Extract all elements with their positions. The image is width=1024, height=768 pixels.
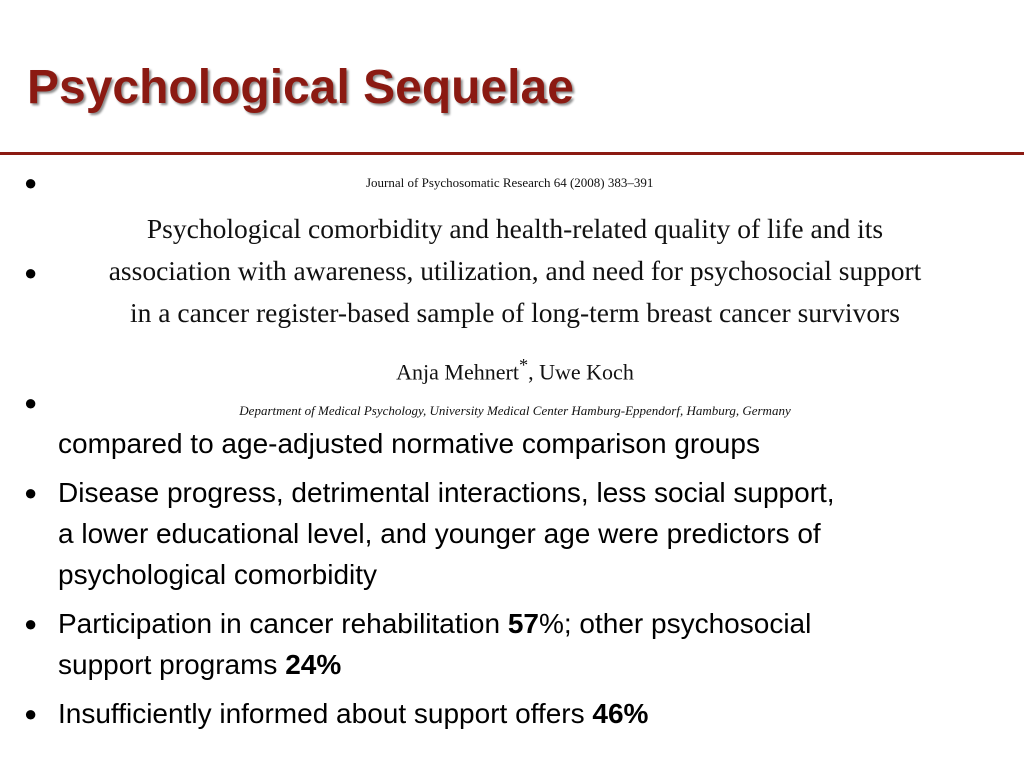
bullet-3-line-1: Disease progress, detrimental interactions, less social support, bbox=[58, 477, 835, 508]
bullet-dot-icon: ● bbox=[24, 390, 38, 415]
bullet-5-line-1: Insufficiently informed about support offers 46% bbox=[58, 698, 649, 729]
article-authors: Anja Mehnert*, Uwe Koch bbox=[396, 355, 634, 385]
bullet-3-line-2: a lower educational level, and younger age were predictors of bbox=[58, 518, 821, 549]
bullet-dot-icon: ● bbox=[24, 480, 38, 505]
article-title-line-3: in a cancer register-based sample of long-term breast cancer survivors bbox=[130, 297, 900, 328]
bullet-dot-icon: ● bbox=[24, 260, 38, 285]
journal-citation: Journal of Psychosomatic Research 64 (2008) 383–391 bbox=[366, 175, 654, 190]
article-title bbox=[42, 208, 988, 334]
article-affiliation: Department of Medical Psychology, University Medical Center Hamburg-Eppendorf, Hamburg, Germany bbox=[239, 403, 791, 418]
bullet-2-text: compared to age-adjusted normative comparison groups bbox=[58, 428, 760, 459]
article-title-line-1: Psychological comorbidity and health-related quality of life and its bbox=[146, 213, 884, 244]
bullet-dot-icon: ● bbox=[24, 701, 38, 726]
bullet-4-line-2: support programs 24% bbox=[58, 649, 342, 680]
article-title-line-2: association with awareness, utilization, and need for psychosocial support bbox=[108, 255, 922, 286]
bullet-3-line-3: psychological comorbidity bbox=[58, 559, 378, 590]
title-divider bbox=[0, 152, 1024, 155]
article-clipping bbox=[42, 163, 988, 425]
bullet-dot-icon: ● bbox=[24, 611, 38, 636]
author-mark: * bbox=[518, 355, 529, 375]
bullet-dot-icon: ● bbox=[24, 170, 38, 195]
slide-title: Psychological Sequelae bbox=[27, 61, 574, 114]
bullet-4-line-1: Participation in cancer rehabilitation 57%; other psychosocial bbox=[58, 608, 812, 639]
